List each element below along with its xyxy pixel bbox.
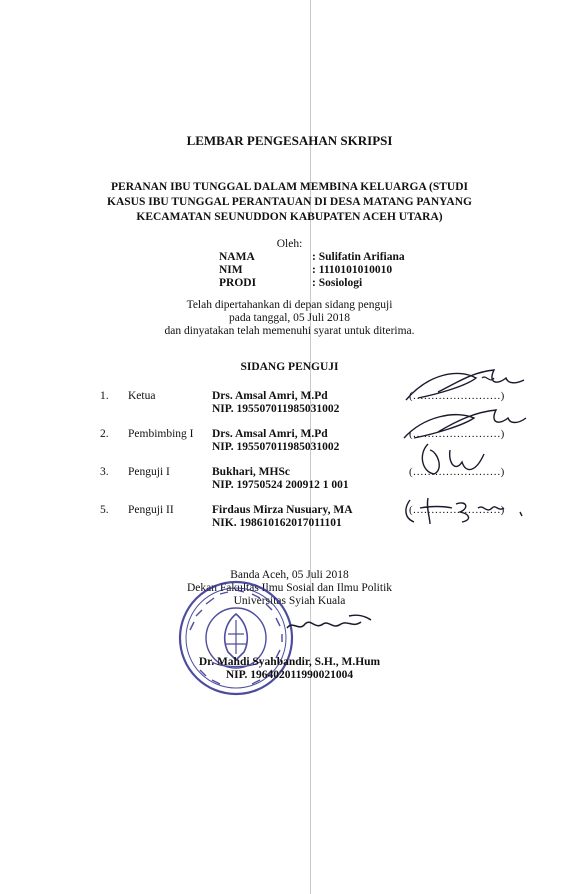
approval-institution: Universitas Syiah Kuala bbox=[233, 595, 346, 607]
identity-value-nim: : 1110101010010 bbox=[312, 264, 393, 276]
examiner-nip: NIP. 19750524 200912 1 001 bbox=[212, 479, 349, 491]
identity-value-name: : Sulifatin Arifiana bbox=[312, 251, 405, 263]
page-title: LEMBAR PENGESAHAN SKRIPSI bbox=[186, 133, 393, 148]
signature-blank: (……………………) bbox=[409, 428, 505, 440]
signature-penguji-2 bbox=[400, 494, 530, 528]
signature-blank: (……………………) bbox=[409, 504, 505, 516]
examiner-role: Ketua bbox=[128, 390, 156, 402]
defense-line-3: dan dinyatakan telah memenuhi syarat untuk diterima. bbox=[164, 325, 415, 337]
examiner-number: 1. bbox=[100, 390, 109, 402]
dean-nip: NIP. 196402011990021004 bbox=[225, 669, 354, 681]
by-label: Oleh: bbox=[276, 238, 303, 250]
examiner-number: 2. bbox=[100, 428, 109, 440]
defense-line-2: pada tanggal, 05 Juli 2018 bbox=[228, 312, 351, 324]
examiner-role: Pembimbing I bbox=[128, 428, 194, 440]
approval-position: Dekan Fakultas Ilmu Sosial dan Ilmu Politik bbox=[186, 582, 393, 594]
examiner-role: Penguji I bbox=[128, 466, 170, 478]
thesis-title-line-3: KECAMATAN SEUNUDDON KABUPATEN ACEH UTARA) bbox=[136, 211, 443, 223]
identity-label-name: NAMA bbox=[219, 251, 255, 263]
examiners-heading: SIDANG PENGUJI bbox=[240, 361, 339, 373]
thesis-title-line-2: KASUS IBU TUNGGAL PERANTAUAN DI DESA MATANG PANYANG bbox=[107, 196, 472, 208]
examiner-number: 5. bbox=[100, 504, 109, 516]
identity-value-prodi: : Sosiologi bbox=[312, 277, 363, 289]
signature-blank: (……………………) bbox=[409, 466, 505, 478]
approval-place-date: Banda Aceh, 05 Juli 2018 bbox=[230, 569, 349, 581]
signature-pembimbing bbox=[398, 404, 528, 484]
examiner-name: Bukhari, MHSc bbox=[212, 466, 290, 478]
signature-blank: (……………………) bbox=[409, 390, 505, 402]
examiner-name: Drs. Amsal Amri, M.Pd bbox=[212, 428, 328, 440]
defense-line-1: Telah dipertahankan di depan sidang penguji bbox=[186, 299, 393, 311]
examiner-name: Drs. Amsal Amri, M.Pd bbox=[212, 390, 328, 402]
thesis-title-line-1: PERANAN IBU TUNGGAL DALAM MEMBINA KELUARGA (STUDI bbox=[111, 181, 468, 193]
examiner-number: 3. bbox=[100, 466, 109, 478]
signature-dean bbox=[283, 612, 373, 638]
examiner-nip: NIP. 195507011985031002 bbox=[212, 403, 340, 415]
signature-ketua bbox=[398, 364, 528, 408]
examiner-nip: NIP. 195507011985031002 bbox=[212, 441, 340, 453]
examiner-name: Firdaus Mirza Nusuary, MA bbox=[212, 504, 353, 516]
examiner-role: Penguji II bbox=[128, 504, 174, 516]
dean-name: Dr. Mahdi Syahbandir, S.H., M.Hum bbox=[198, 656, 381, 668]
identity-label-nim: NIM bbox=[219, 264, 243, 276]
examiner-nip: NIK. 198610162017011101 bbox=[212, 517, 342, 529]
identity-label-prodi: PRODI bbox=[219, 277, 257, 289]
